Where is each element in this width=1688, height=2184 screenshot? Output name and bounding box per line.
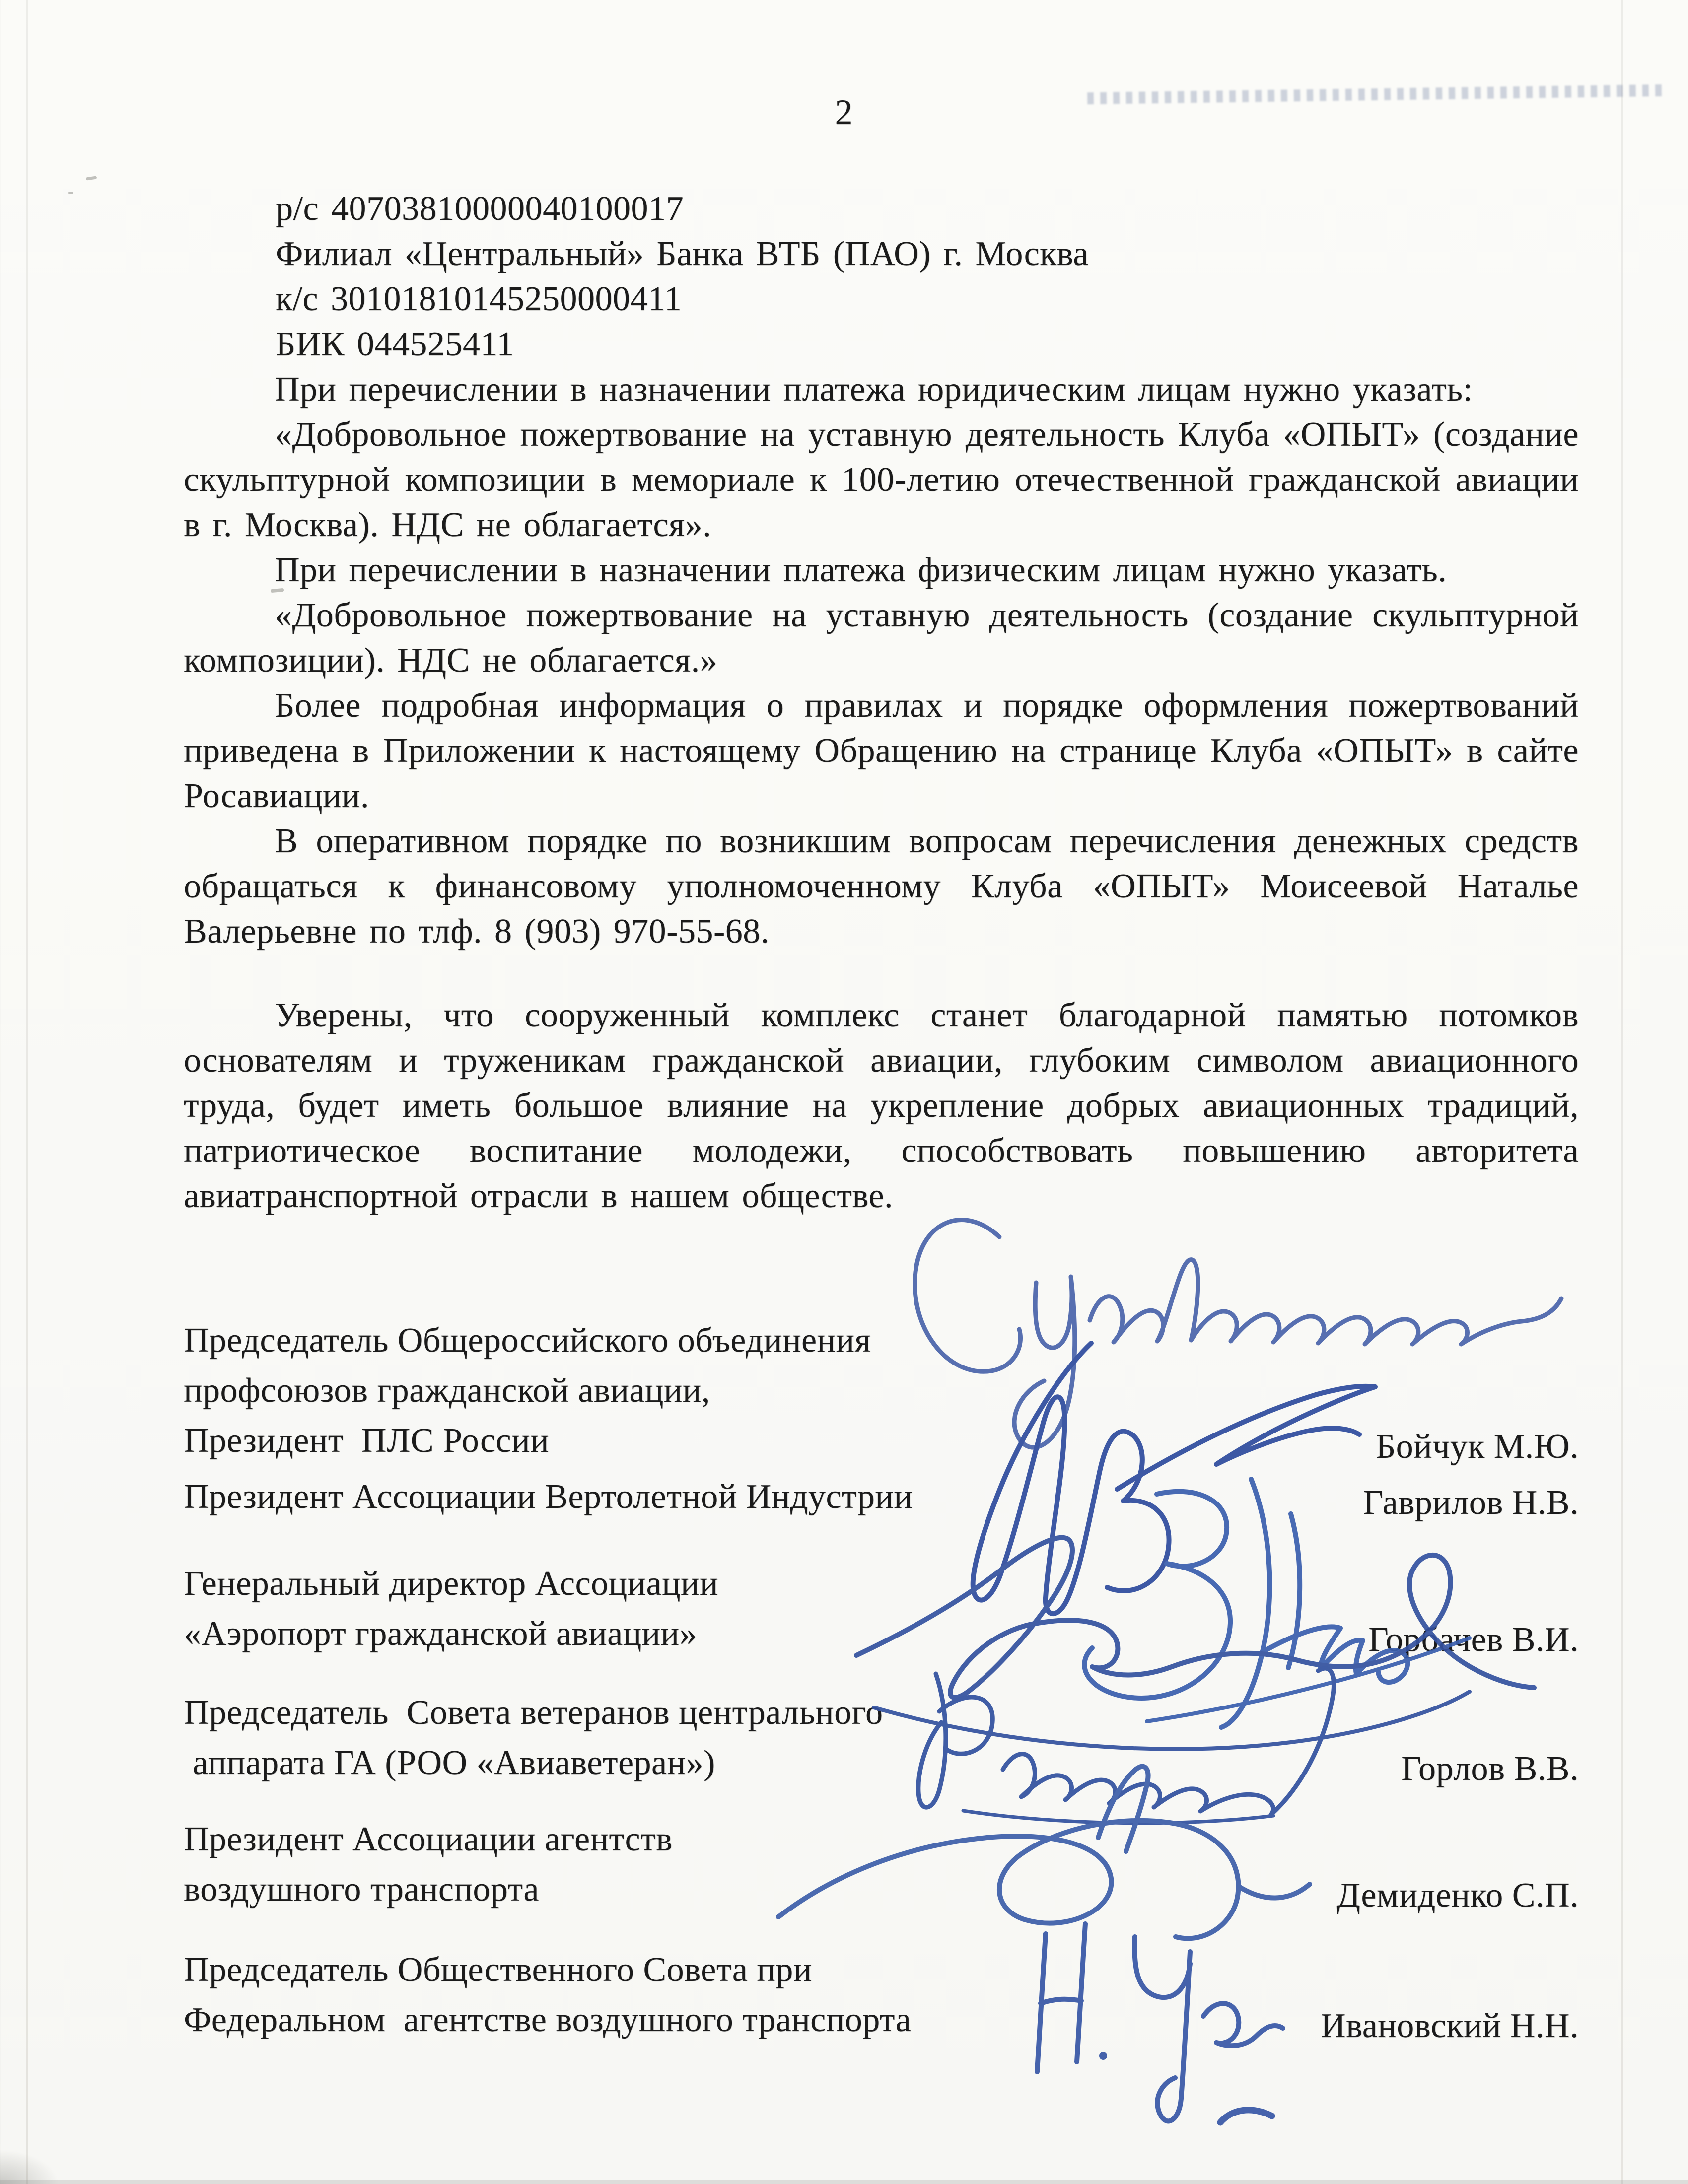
paragraph-donation-legal: «Добровольное пожертвование на уставную деятельность Клуба «ОПЫТ» (создание скульптурной композиции в мемориале к 100-летию отечественной гражданской авиации в г. Москва). НДС не облагается».	[184, 415, 1579, 544]
paragraph-donation-individual: «Добровольное пожертвование на уставную деятельность (создание скульптурной композиции). НДС не облагается.»	[184, 596, 1579, 680]
signatory-title: Председатель Совета ветеранов центрального аппарата ГА (РОО «Авиаветеран»)	[184, 1694, 883, 1782]
signatory-name: Демиденко С.П.	[1336, 1876, 1579, 1914]
paragraph-payment-legal: При перечислении в назначении платежа юридическим лицам нужно указать:	[275, 370, 1473, 409]
signatory-row-boychuk	[184, 1315, 1579, 1466]
scan-speck	[68, 192, 73, 194]
paragraph-contact: В оперативном порядке по возникшим вопросам перечисления денежных средств обращаться к финансовому уполномоченному Клуба «ОПЫТ» Моисеевой Наталье Валерьевне по тлф. 8 (903) 970-55-68.	[184, 822, 1579, 951]
signatory-row-gorlov	[184, 1688, 1579, 1788]
scan-speck	[86, 176, 97, 180]
signatory-name: Горбачев В.И.	[1368, 1621, 1579, 1659]
paragraph-payment-individual: При перечислении в назначении платежа физическим лицам нужно указать.	[275, 551, 1447, 589]
page-number: 2	[835, 92, 853, 132]
scan-bottom-edge	[0, 2180, 1688, 2184]
signatory-title: Председатель Общероссийского объединения профсоюзов гражданской авиации, Президент ПЛС России	[184, 1321, 871, 1460]
bank-account-line: р/с 40703810000040100017	[276, 190, 684, 228]
signatory-name: Бойчук М.Ю.	[1375, 1428, 1579, 1466]
paragraph-conclusion: Уверены, что сооруженный комплекс станет благодарной памятью потомков основателям и труженикам гражданской авиации, глубоким символом авиационного труда, будет иметь большое влияние на укрепление добрых авиационных традиций, патриотическое воспитание молодежи, способствовать повышению авторитета авиатранспортной отрасли в нашем обществе.	[184, 996, 1579, 1215]
bank-bik-line: БИК 044525411	[276, 325, 514, 363]
signatory-row-gorbachev	[184, 1559, 1579, 1659]
signatory-name: Гаврилов Н.В.	[1363, 1484, 1579, 1522]
paragraph-more-info: Более подробная информация о правилах и порядке оформления пожертвований приведена в Приложении к настоящему Обращению на странице Клуба «ОПЫТ» в сайте Росавиации.	[184, 686, 1579, 815]
signatory-title: Генеральный директор Ассоциации «Аэропорт гражданской авиации»	[184, 1565, 718, 1653]
signatory-title: Председатель Общественного Совета при Федеральном агентстве воздушного транспорта	[184, 1951, 912, 2039]
signatory-name: Горлов В.В.	[1401, 1750, 1579, 1788]
bank-name-line: Филиал «Центральный» Банка ВТБ (ПАО) г. Москва	[276, 235, 1089, 273]
signatory-title: Президент Ассоциации Вертолетной Индустрии	[184, 1478, 913, 1516]
scanner-line-left	[26, 0, 28, 2184]
scan-corner-smudge	[0, 2149, 60, 2184]
signatory-row-demidenko	[184, 1814, 1579, 1914]
bank-details	[184, 186, 1579, 367]
signatory-title: Президент Ассоциации агентств воздушного транспорта	[184, 1820, 673, 1909]
signatory-row-ivanovsky	[184, 1945, 1579, 2045]
bank-corr-account-line: к/с 30101810145250000411	[276, 280, 682, 318]
scanner-line-right	[1621, 0, 1623, 2184]
signatory-name: Ивановский Н.Н.	[1321, 2007, 1579, 2045]
signatory-row-gavrilov	[184, 1472, 1579, 1522]
letter-body	[184, 186, 1579, 1219]
